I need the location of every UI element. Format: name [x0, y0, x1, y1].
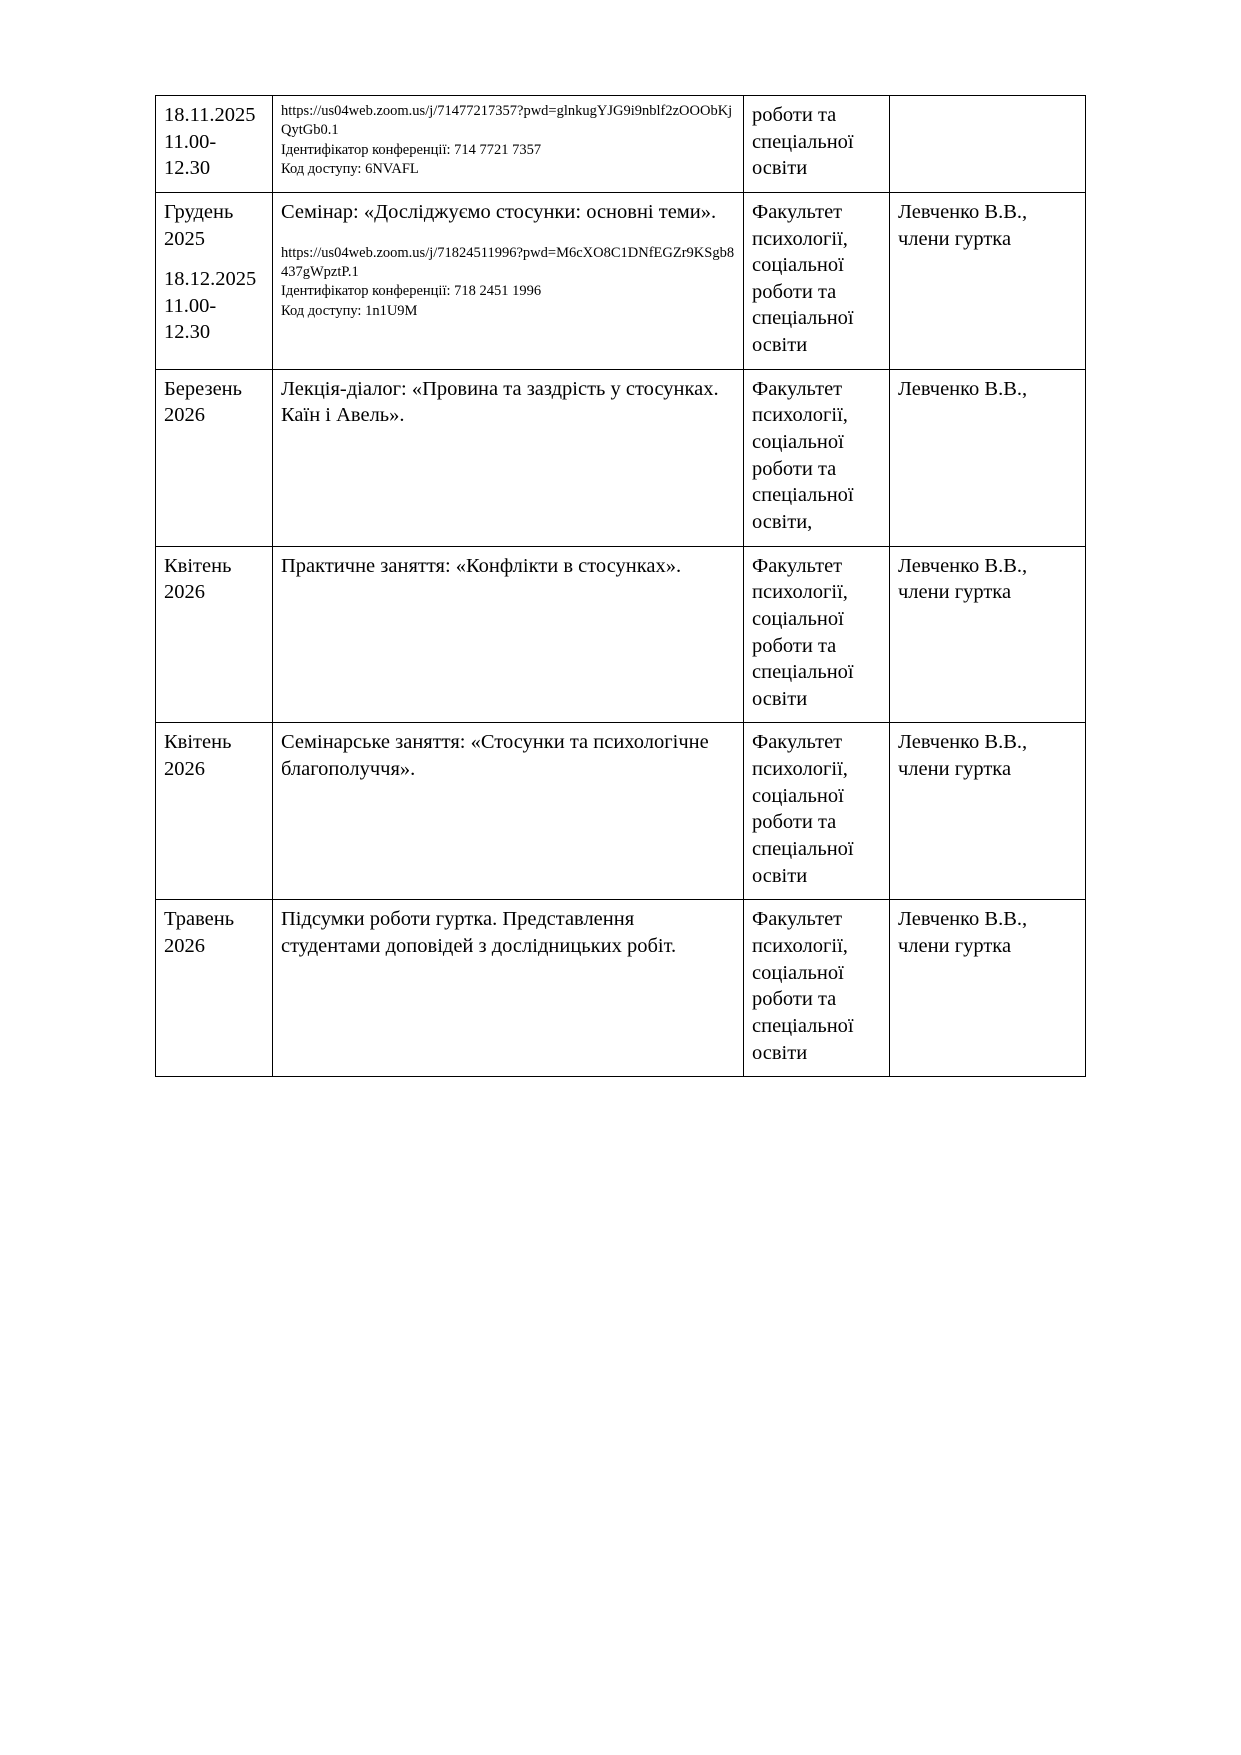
faculty-line: психології,	[752, 404, 848, 427]
faculty-line: психології,	[752, 758, 848, 781]
period-line: 11.00-	[164, 130, 217, 153]
table-row	[156, 192, 1086, 369]
period-line: 18.11.2025	[164, 104, 256, 126]
faculty-line: роботи та	[752, 104, 837, 126]
cell-faculty	[744, 369, 890, 546]
period-line: 2025	[164, 227, 205, 250]
faculty-line: соціальної	[752, 607, 844, 630]
faculty-line: психології,	[752, 934, 848, 957]
faculty-line: психології,	[752, 227, 848, 250]
table-row	[156, 369, 1086, 546]
table-row	[156, 96, 1086, 193]
faculty-line: роботи та	[752, 634, 837, 657]
table-row	[156, 546, 1086, 723]
faculty-line: психології,	[752, 581, 848, 604]
cell-period	[156, 723, 273, 900]
period-line: 12.30	[164, 157, 211, 180]
period-line: 2026	[164, 404, 205, 427]
activity-title: Практичне заняття: «Конфлікти в стосунках».	[281, 554, 682, 577]
faculty-line: спеціальної	[752, 484, 854, 507]
spacer	[164, 252, 264, 266]
cell-person	[890, 546, 1086, 723]
period-line: Грудень	[164, 200, 234, 223]
faculty-line: Факультет	[752, 200, 843, 223]
faculty-line: соціальної	[752, 961, 844, 984]
cell-person	[890, 900, 1086, 1077]
meeting-passcode: Код доступу: 1n1U9M	[281, 302, 418, 319]
cell-content	[273, 723, 744, 900]
cell-period	[156, 369, 273, 546]
activity-title: Лекція-діалог: «Провина та заздрість у стосунках. Каїн і Авель».	[281, 377, 719, 427]
faculty-line: освіти	[752, 157, 808, 180]
faculty-line: освіти	[752, 864, 808, 887]
period-line: 11.00-	[164, 294, 217, 317]
period-line: Березень	[164, 377, 242, 400]
meeting-details	[281, 102, 735, 180]
person-line: Левченко В.В.,	[898, 200, 1028, 223]
cell-content	[273, 900, 744, 1077]
cell-faculty	[744, 723, 890, 900]
period-line: 2026	[164, 758, 205, 781]
faculty-line: соціальної	[752, 431, 844, 454]
period-line: 2026	[164, 581, 205, 604]
period-line: 18.12.2025	[164, 268, 257, 291]
faculty-line: освіти	[752, 687, 808, 710]
person-line: члени гуртка	[898, 227, 1012, 250]
table-row	[156, 723, 1086, 900]
faculty-line: освіти,	[752, 510, 813, 533]
schedule-table	[155, 95, 1086, 1077]
person-line: Левченко В.В.,	[898, 554, 1028, 577]
cell-faculty	[744, 96, 890, 193]
faculty-line: Факультет	[752, 908, 843, 931]
person-line: члени гуртка	[898, 934, 1012, 957]
cell-faculty	[744, 546, 890, 723]
faculty-line: спеціальної	[752, 130, 854, 153]
person-line: Левченко В.В.,	[898, 908, 1028, 931]
person-line: Левченко В.В.,	[898, 731, 1028, 754]
faculty-line: Факультет	[752, 554, 843, 577]
meeting-passcode: Код доступу: 6NVAFL	[281, 161, 419, 178]
faculty-line: Факультет	[752, 731, 843, 754]
cell-person	[890, 96, 1086, 193]
cell-content	[273, 369, 744, 546]
faculty-line: спеціальної	[752, 1014, 854, 1037]
faculty-line: соціальної	[752, 254, 844, 277]
meeting-id: Ідентифікатор конференції: 714 7721 7357	[281, 141, 542, 158]
cell-period	[156, 192, 273, 369]
meeting-url[interactable]: https://us04web.zoom.us/j/71477217357?pwd=glnkugYJG9i9nblf2zOOObKjQytGb0.1	[281, 103, 733, 139]
table-row	[156, 900, 1086, 1077]
period-line: 2026	[164, 934, 205, 957]
cell-period	[156, 900, 273, 1077]
faculty-line: спеціальної	[752, 661, 854, 684]
cell-person	[890, 723, 1086, 900]
meeting-url[interactable]: https://us04web.zoom.us/j/71824511996?pwd=M6cXO8C1DNfEGZr9KSgb8437gWpztP.1	[281, 244, 735, 280]
activity-title: Підсумки роботи гуртка. Представлення студентами доповідей з дослідницьких робіт.	[281, 908, 677, 957]
meeting-details	[281, 244, 735, 322]
faculty-line: Факультет	[752, 377, 843, 400]
person-line: Левченко В.В.,	[898, 377, 1028, 400]
person-line: члени гуртка	[898, 758, 1012, 781]
person-line: члени гуртка	[898, 581, 1012, 604]
period-line: Квітень	[164, 554, 232, 577]
faculty-line: освіти	[752, 1041, 808, 1064]
cell-content	[273, 96, 744, 193]
cell-faculty	[744, 900, 890, 1077]
activity-title: Семінарське заняття: «Стосунки та психологічне благополуччя».	[281, 731, 709, 781]
cell-faculty	[744, 192, 890, 369]
cell-content	[273, 192, 744, 369]
faculty-line: освіти	[752, 334, 808, 357]
cell-period	[156, 96, 273, 193]
cell-person	[890, 369, 1086, 546]
period-line: Травень	[164, 908, 235, 931]
cell-content	[273, 546, 744, 723]
activity-title: Семінар: «Досліджуємо стосунки: основні теми».	[281, 200, 717, 223]
meeting-id: Ідентифікатор конференції: 718 2451 1996	[281, 283, 542, 300]
faculty-line: соціальної	[752, 784, 844, 807]
cell-person	[890, 192, 1086, 369]
period-line: Квітень	[164, 731, 232, 754]
schedule-table-body	[156, 96, 1086, 1077]
faculty-line: роботи та	[752, 280, 837, 303]
faculty-line: роботи та	[752, 811, 837, 834]
cell-period	[156, 546, 273, 723]
faculty-line: спеціальної	[752, 307, 854, 330]
faculty-line: роботи та	[752, 988, 837, 1011]
faculty-line: спеціальної	[752, 838, 854, 861]
faculty-line: роботи та	[752, 457, 837, 480]
period-line: 12.30	[164, 321, 211, 344]
